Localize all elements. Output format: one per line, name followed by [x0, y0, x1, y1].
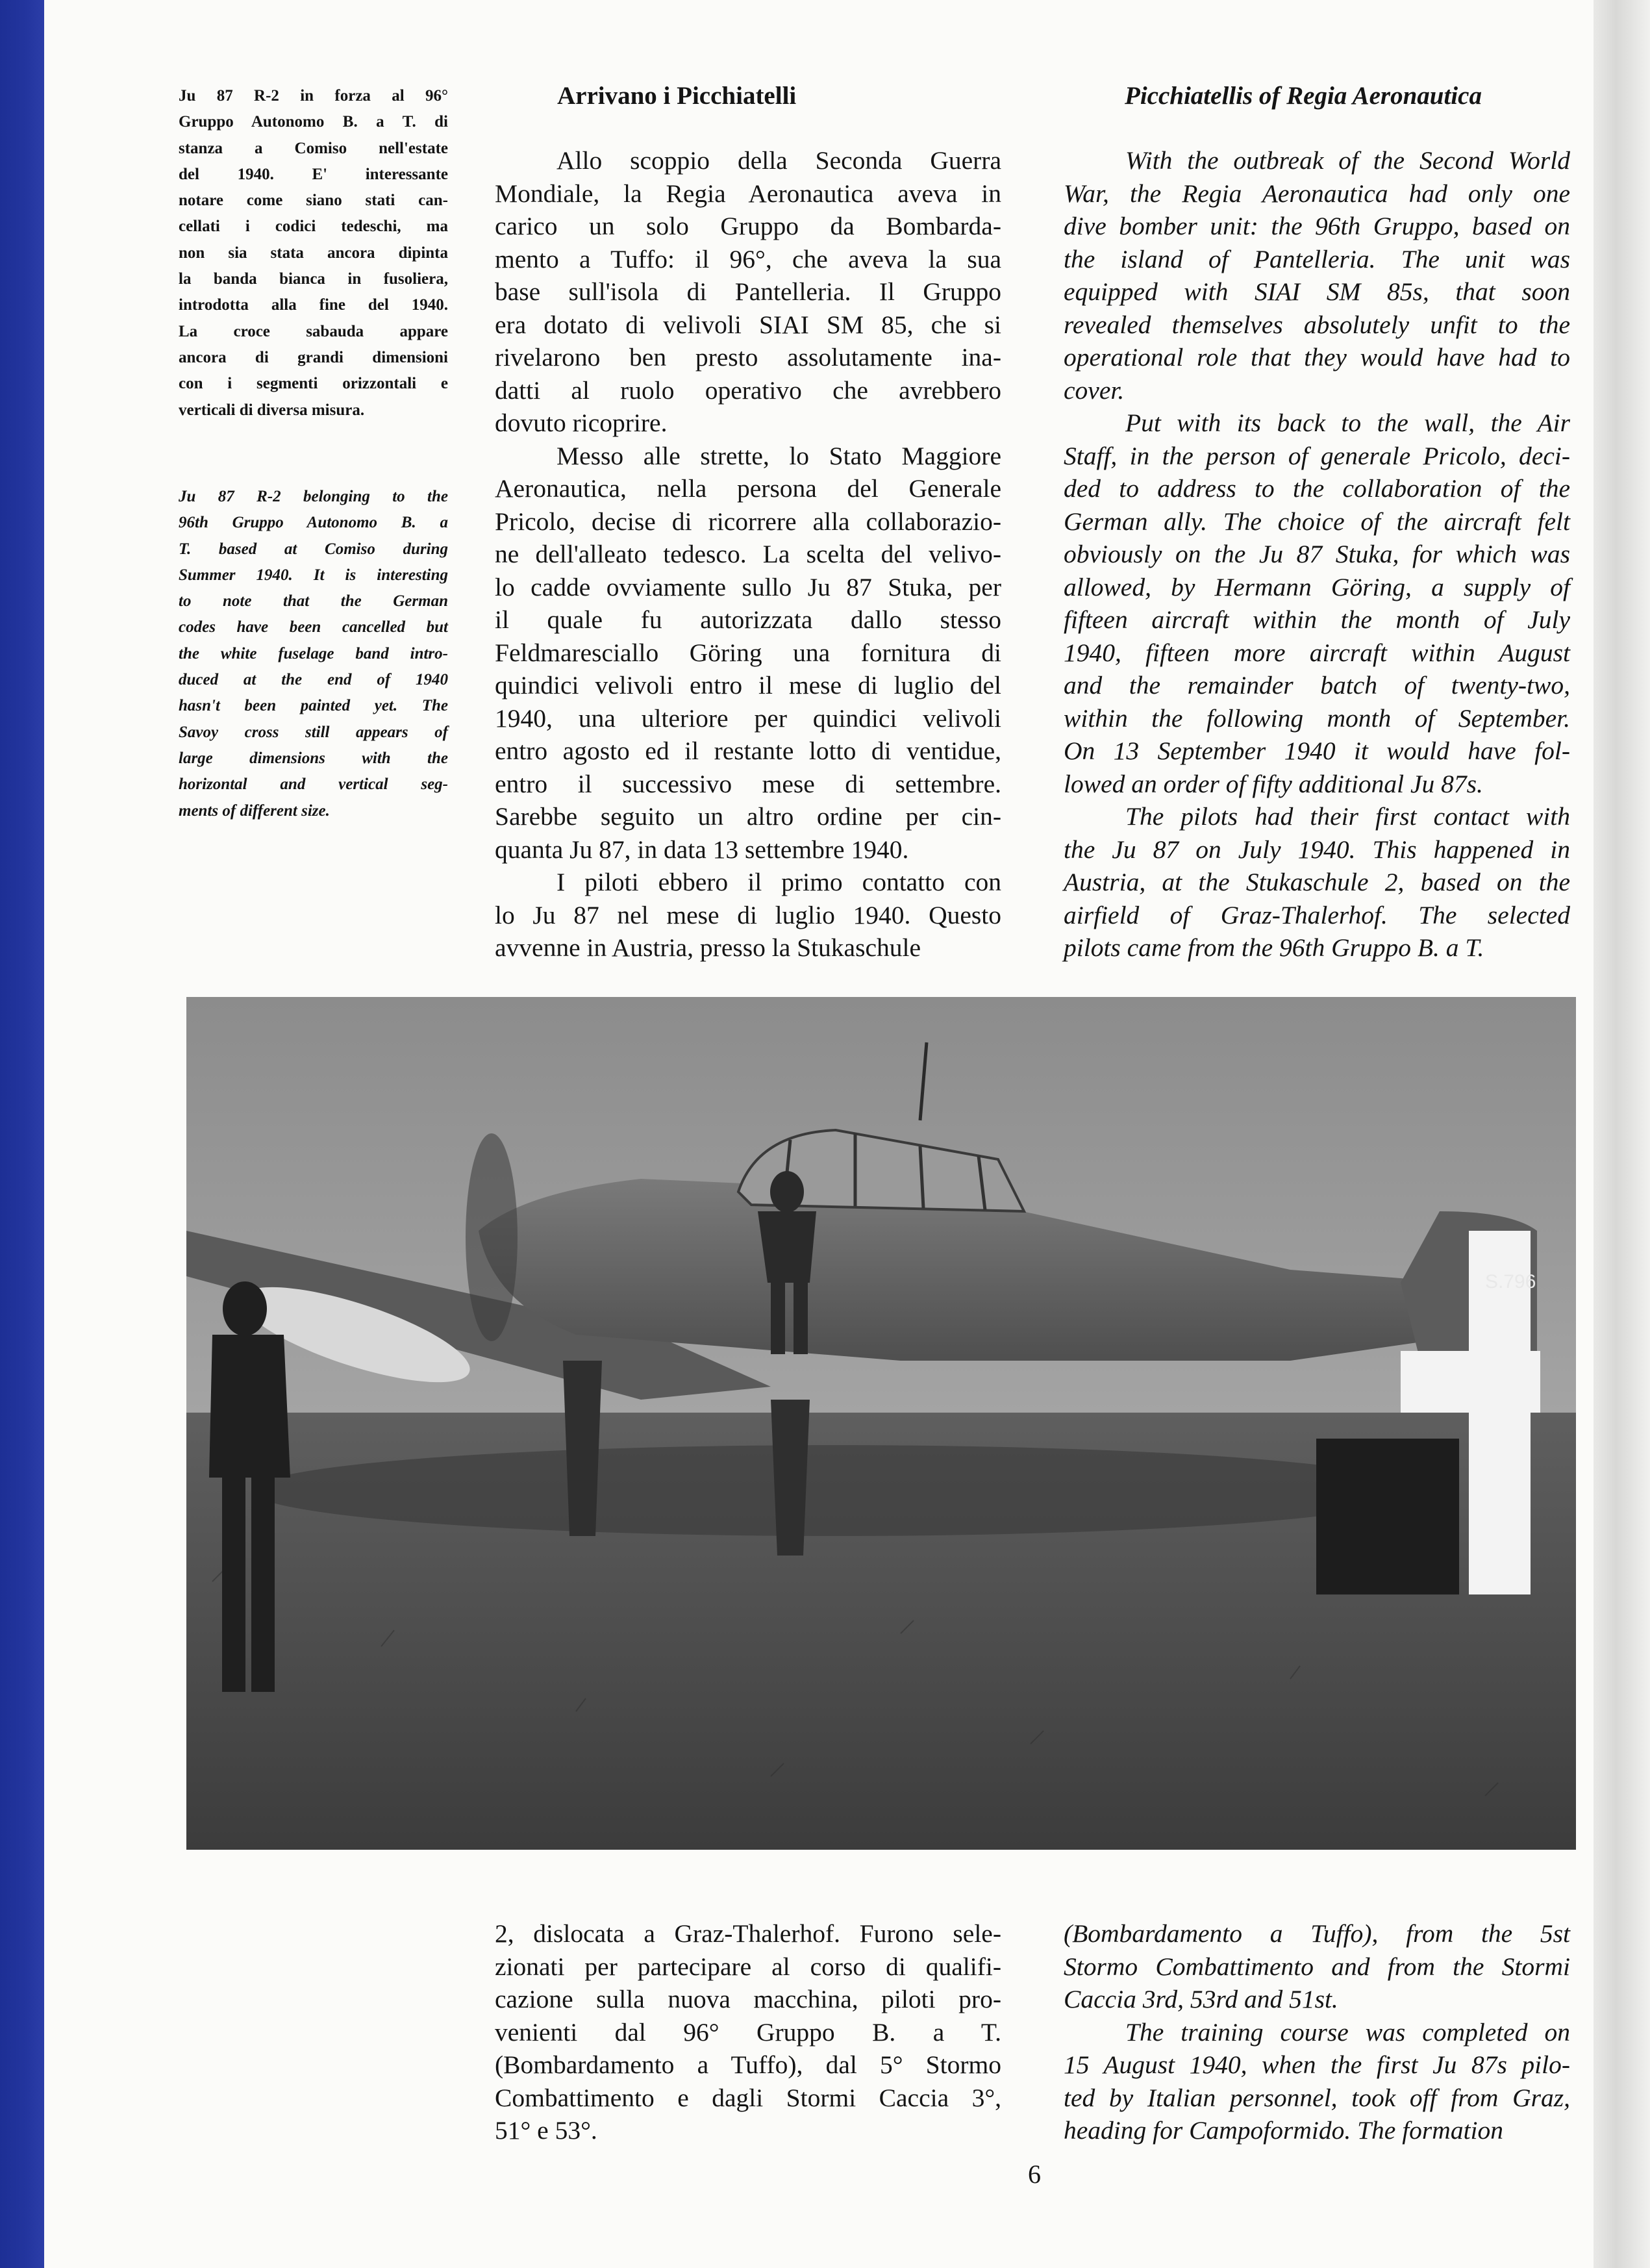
binding-edge-right	[1594, 0, 1650, 2268]
text-line: (Bombardamento a Tuffo), from the 5st	[1064, 1919, 1570, 1948]
text-line: Austria, at the Stukaschule 2, based on the	[1064, 868, 1570, 896]
text-line: lo Ju 87 nel mese di luglio 1940. Questo	[495, 900, 1001, 929]
text-line: quindici velivoli entro il mese di luglio del	[495, 671, 1001, 699]
text-line: ne dell'alleato tedesco. La scelta del velivo-	[495, 540, 1001, 568]
text-line: On 13 September 1940 it would have fol-	[1064, 737, 1570, 765]
text-line: venienti dal 96° Gruppo B. a T.	[495, 2017, 1001, 2047]
caption-line: Ju 87 R-2 in forza al 96°	[179, 87, 448, 105]
caption-line: la banda bianca in fusoliera,	[179, 270, 448, 288]
text-line: avvenne in Austria, presso la Stukaschule	[495, 933, 921, 962]
paragraph	[1064, 800, 1570, 964]
text-line: ted by Italian personnel, took off from Graz,	[1064, 2083, 1570, 2112]
text-line: entro il successivo mese di settembre.	[495, 769, 1001, 798]
caption-line: ments of different size.	[179, 801, 330, 820]
text-line: Sarebbe seguito un altro ordine per cin-	[495, 802, 1001, 831]
text-line: Combattimento e dagli Stormi Caccia 3°,	[495, 2083, 1001, 2112]
text-line: allowed, by Hermann Göring, a supply of	[1064, 572, 1570, 601]
text-line: War, the Regia Aeronautica had only one	[1064, 179, 1570, 208]
text-line: quanta Ju 87, in data 13 settembre 1940.	[495, 835, 909, 864]
paragraph	[495, 1917, 1001, 2147]
text-line: ded to address to the collaboration of the	[1064, 474, 1570, 503]
text-line: airfield of Graz-Thalerhof. The selected	[1064, 900, 1570, 929]
text-line: The training course was completed on	[1125, 2017, 1570, 2047]
caption-line: Gruppo Autonomo B. a T. di	[179, 113, 448, 131]
page-number: 6	[1028, 2160, 1041, 2189]
caption-line: duced at the end of 1940	[179, 671, 448, 689]
text-line: carico un solo Gruppo da Bombarda-	[495, 212, 1001, 240]
caption-line: La croce sabauda appare	[179, 322, 448, 340]
text-line: within the following month of September.	[1064, 703, 1570, 733]
caption-line: large dimensions with the	[179, 749, 448, 767]
text-line: the Ju 87 on July 1940. This happened in	[1064, 835, 1570, 864]
text-line: the island of Pantelleria. The unit was	[1064, 244, 1570, 273]
caption-line: to note that the German	[179, 592, 448, 611]
text-line: Pricolo, decise di ricorrere alla collaborazio-	[495, 507, 1001, 536]
caption-line: verticali di diversa misura.	[179, 401, 365, 419]
english-section-title: Picchiatellis of Regia Aeronautica	[1125, 82, 1482, 110]
caption-line: notare come siano stati can-	[179, 192, 448, 210]
italian-body-bottom	[495, 1917, 1001, 2147]
text-line: 1940, una ulteriore per quindici velivoli	[495, 703, 1001, 733]
italian-body-top	[495, 144, 1001, 964]
text-line: Stormo Combattimento and from the Stormi	[1064, 1952, 1570, 1981]
text-line: Caccia 3rd, 53rd and 51st.	[1064, 1985, 1338, 2013]
caption-line: del 1940. E' interessante	[179, 165, 448, 183]
caption-line: stanza a Comiso nell'estate	[179, 139, 448, 157]
text-line: zionati per partecipare al corso di qualifi-	[495, 1952, 1001, 1981]
paragraph	[495, 440, 1001, 866]
text-line: 1940, fifteen more aircraft within August	[1064, 638, 1570, 667]
binding-edge-left	[0, 0, 44, 2268]
text-line: Staff, in the person of generale Pricolo, deci-	[1064, 441, 1570, 470]
text-line: era dotato di velivoli SIAI SM 85, che si	[495, 310, 1001, 339]
caption-line: non sia stata ancora dipinta	[179, 244, 448, 262]
text-line: mento a Tuffo: il 96°, che aveva la sua	[495, 244, 1001, 273]
text-line: Messo alle strette, lo Stato Maggiore	[556, 441, 1001, 470]
text-line: Aeronautica, nella persona del Generale	[495, 474, 1001, 503]
aircraft-photo	[186, 997, 1576, 1850]
paragraph	[495, 866, 1001, 964]
paragraph	[495, 144, 1001, 440]
text-line: rivelarono ben presto assolutamente ina-	[495, 343, 1001, 372]
text-line: and the remainder batch of twenty-two,	[1064, 671, 1570, 699]
text-line: 51° e 53°.	[495, 2116, 597, 2145]
paragraph	[1064, 407, 1570, 800]
caption-line: codes have been cancelled but	[179, 618, 448, 636]
photo-caption-english	[179, 484, 448, 824]
italian-section-title: Arrivano i Picchiatelli	[557, 82, 797, 110]
text-line: il quale fu autorizzata dallo stesso	[495, 605, 1001, 634]
english-body-bottom	[1064, 1917, 1570, 2147]
english-body-top	[1064, 144, 1570, 964]
caption-line: ancora di grandi dimensioni	[179, 348, 448, 366]
text-line: pilots came from the 96th Gruppo B. a T.	[1064, 933, 1484, 962]
text-line: lo cadde ovviamente sullo Ju 87 Stuka, per	[495, 572, 1001, 601]
text-line: lowed an order of fifty additional Ju 87s.	[1064, 769, 1483, 798]
caption-line: introdotta alla fine del 1940.	[179, 296, 448, 314]
text-line: heading for Campoformido. The formation	[1064, 2116, 1504, 2145]
text-line: revealed themselves absolutely unfit to the	[1064, 310, 1570, 339]
caption-line: hasn't been painted yet. The	[179, 697, 448, 715]
text-line: cazione sulla nuova macchina, piloti pro-	[495, 1985, 1001, 2013]
caption-line: Savoy cross still appears of	[179, 723, 448, 741]
paragraph	[1064, 144, 1570, 407]
text-line: 15 August 1940, when the first Ju 87s pilo-	[1064, 2050, 1570, 2079]
paragraph	[1064, 1917, 1570, 2016]
photo-caption-italian	[179, 83, 448, 423]
text-line: Feldmaresciallo Göring una fornitura di	[495, 638, 1001, 667]
text-line: obviously on the Ju 87 Stuka, for which was	[1064, 540, 1570, 568]
text-line: cover.	[1064, 375, 1125, 405]
text-line: German ally. The choice of the aircraft felt	[1064, 507, 1570, 536]
caption-line: horizontal and vertical seg-	[179, 775, 448, 794]
text-line: dive bomber unit: the 96th Gruppo, based on	[1064, 212, 1570, 240]
caption-line: T. based at Comiso during	[179, 540, 448, 558]
text-line: I piloti ebbero il primo contatto con	[556, 868, 1001, 896]
text-line: operational role that they would have had to	[1064, 343, 1570, 372]
caption-line: the white fuselage band intro-	[179, 644, 448, 662]
text-line: dovuto ricoprire.	[495, 409, 668, 437]
text-line: 2, dislocata a Graz-Thalerhof. Furono sele-	[495, 1919, 1001, 1948]
text-line: base sull'isola di Pantelleria. Il Gruppo	[495, 277, 1001, 306]
paragraph	[1064, 2016, 1570, 2147]
caption-line: Summer 1940. It is interesting	[179, 566, 448, 584]
text-line: (Bombardamento a Tuffo), dal 5° Stormo	[495, 2050, 1001, 2079]
text-line: Allo scoppio della Seconda Guerra	[556, 146, 1001, 175]
caption-line: 96th Gruppo Autonomo B. a	[179, 514, 448, 532]
text-line: Put with its back to the wall, the Air	[1125, 409, 1570, 437]
text-line: fifteen aircraft within the month of July	[1064, 605, 1570, 634]
caption-line: cellati i codici tedeschi, ma	[179, 218, 448, 236]
tail-code: S.796	[1485, 1271, 1536, 1292]
text-line: With the outbreak of the Second World	[1125, 146, 1570, 175]
caption-line: Ju 87 R-2 belonging to the	[179, 488, 448, 505]
text-line: datti al ruolo operativo che avrebbero	[495, 375, 1001, 405]
text-line: equipped with SIAI SM 85s, that soon	[1064, 277, 1570, 306]
text-line: The pilots had their first contact with	[1125, 802, 1570, 831]
text-line: entro agosto ed il restante lotto di ventidue,	[495, 737, 1001, 765]
caption-line: con i segmenti orizzontali e	[179, 375, 448, 393]
text-line: Mondiale, la Regia Aeronautica aveva in	[495, 179, 1001, 208]
